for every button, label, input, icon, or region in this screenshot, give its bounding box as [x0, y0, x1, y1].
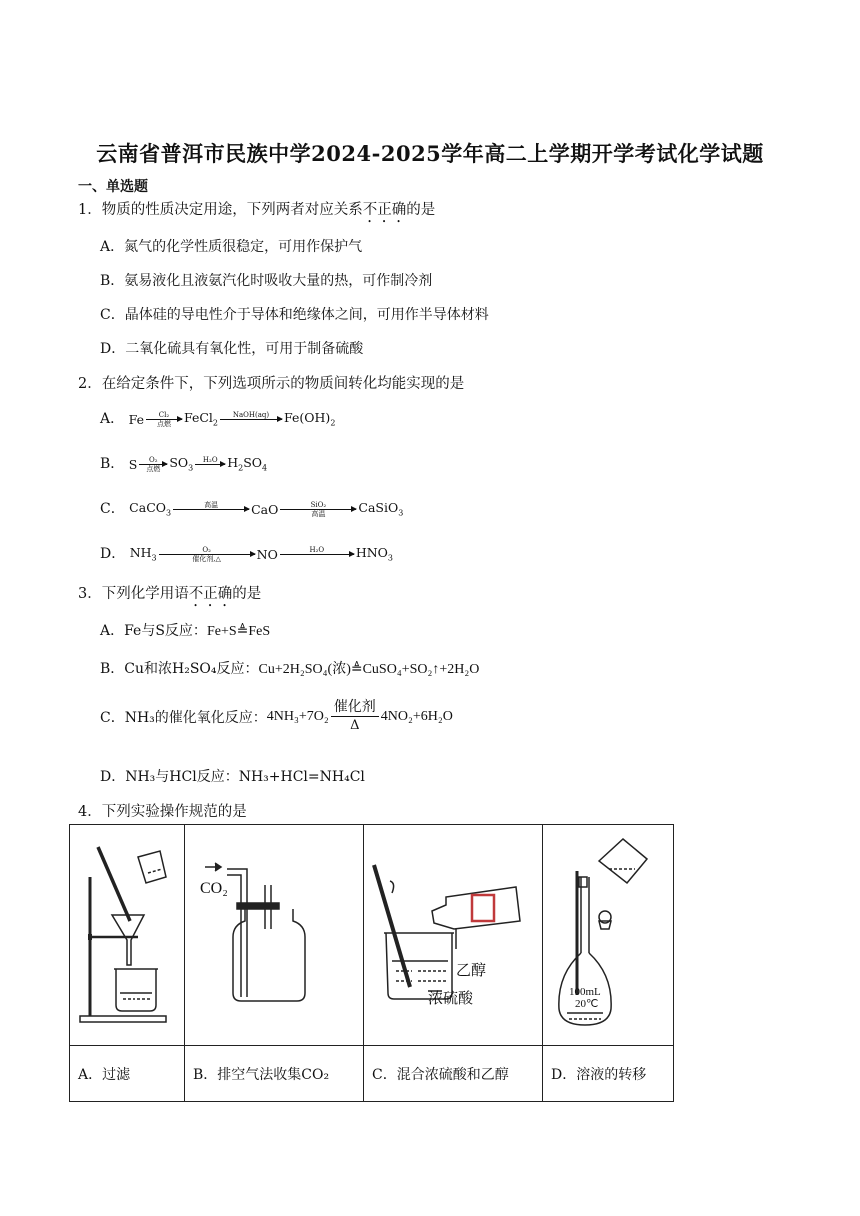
gas-bottle-icon	[185, 825, 363, 1041]
flask-temp-label: 20℃	[575, 998, 599, 1010]
q1-emphasis: 不正确	[362, 202, 407, 218]
q2-option-a: A． Fe Cl₂ 点燃 FeCl$_2$ NaOH(aq) $Fe(OH)_2$	[100, 410, 336, 428]
q1-option-c: C．晶体硅的导电性介于导体和绝缘体之间，可用作半导体材料	[100, 307, 489, 323]
equation-a: Fe+S≜FeS	[206, 624, 271, 639]
q2-option-d: D． $NH_3$ O₂ 催化剂,△ NO H₂O $HNO_3$	[100, 545, 393, 563]
q1-option-a: A．氮气的化学性质很稳定，可用作保护气	[100, 239, 363, 255]
reaction-arrow: O₂ 催化剂,△	[159, 546, 255, 563]
q1-stem-pre: 1．物质的性质决定用途，下列两者对应关系	[78, 202, 363, 218]
question-2-stem: 2．在给定条件下，下列选项所示的物质间转化均能实现的是	[78, 376, 465, 392]
reaction-arrow: Cl₂ 点燃	[146, 411, 182, 428]
q2-option-c: C． CaCO$_3$ 高温 CaO SiO₂ 高温 CaSiO$_3$	[100, 500, 404, 518]
question-1-stem	[78, 198, 435, 226]
section-heading: 一、单选题	[78, 179, 148, 195]
question-3-stem: 3．下列化学用语不正确的是	[78, 586, 262, 602]
equation-b: Cu+2H₂SO₄(浓)≜CuSO₄+SO₂↑+2H₂O	[258, 662, 480, 677]
q2-option-b: B． S O₂ 点燃 $SO_3$ H₂O $H_2SO_4$	[100, 455, 268, 473]
caption-b: B．排空气法收集CO₂	[185, 1046, 364, 1102]
caption-d: D．溶液的转移	[543, 1046, 674, 1102]
reaction-arrow: H₂O	[195, 456, 225, 473]
caption-c: C．混合浓硫酸和乙醇	[364, 1046, 543, 1102]
reaction-arrow: 高温	[173, 501, 249, 518]
q3-option-b: B．Cu和浓H₂SO₄反应：Cu+2H₂SO₄(浓)≜CuSO₄+SO₂↑+2H₂O	[100, 661, 480, 677]
beaker-pouring-icon	[364, 825, 542, 1041]
co2-label: CO₂	[200, 880, 228, 897]
gas-collection-figure	[185, 825, 364, 1046]
equation-c-left: 4NH₃+7O₂	[266, 708, 329, 724]
reaction-arrow: SiO₂ 高温	[280, 501, 356, 518]
filtration-apparatus-icon	[70, 825, 184, 1041]
q1-option-b: B．氨易液化且液氨汽化时吸收大量的热，可作制冷剂	[100, 273, 433, 289]
acid-label: 浓硫酸	[428, 989, 474, 1007]
q1-stem-post: 的是	[406, 202, 436, 218]
filtration-figure	[70, 825, 185, 1046]
flask-volume-label: 100mL	[569, 986, 601, 998]
q1-option-d: D．二氧化硫具有氧化性，可用于制备硫酸	[100, 341, 364, 357]
q3-option-d: D．NH₃与HCl反应：NH₃+HCl=NH₄Cl	[100, 769, 365, 785]
question-4-stem: 4．下列实验操作规范的是	[78, 804, 247, 820]
condition-fraction: $\frac{\text{催化剂}}{\Delta}$	[331, 698, 379, 735]
reaction-arrow: NaOH(aq)	[220, 411, 282, 428]
page-title: 云南省普洱市民族中学2024-2025学年高二上学期开学考试化学试题	[96, 141, 764, 166]
transfer-figure	[543, 825, 674, 1046]
q3-emphasis: 不正确	[188, 586, 233, 602]
mixing-figure	[364, 825, 543, 1046]
q3-option-c: C．NH₃的催化氧化反应： 4NH₃+7O₂ $\frac{\text{催化剂}}{\Delta}$ 4NO₂+6H₂O	[100, 699, 453, 733]
q3-option-a: A．Fe与S反应：Fe+S≜FeS	[100, 623, 271, 639]
experiment-table	[69, 824, 674, 1102]
equation-c-right: 4NO₂+6H₂O	[380, 708, 453, 724]
reaction-arrow: H₂O	[280, 546, 354, 563]
ethanol-label: 乙醇	[456, 961, 487, 979]
reaction-arrow: O₂ 点燃	[139, 456, 167, 473]
caption-a: A．过滤	[70, 1046, 185, 1102]
volumetric-flask-icon	[543, 825, 673, 1041]
